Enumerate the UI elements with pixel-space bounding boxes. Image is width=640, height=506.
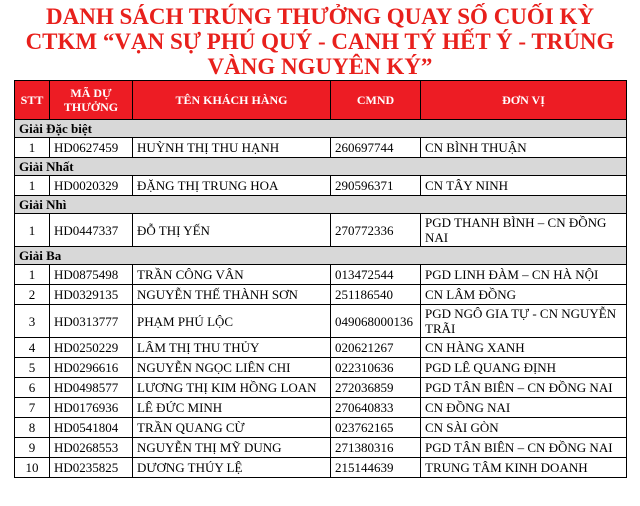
header-don-vi: ĐƠN VỊ — [421, 81, 627, 120]
cell-ma: HD0447337 — [50, 214, 133, 247]
table-row — [15, 285, 627, 305]
table-row — [15, 438, 627, 458]
cell-ma: HD0176936 — [50, 398, 133, 418]
header-ten-khach-hang: TÊN KHÁCH HÀNG — [133, 81, 331, 120]
cell-stt: 6 — [15, 378, 50, 398]
title-line-2: CTKM “VẠN SỰ PHÚ QUÝ - CANH TÝ HẾT Ý - TRÚNG — [25, 29, 615, 54]
table-row — [15, 358, 627, 378]
prize-group-label: Giải Đặc biệt — [15, 120, 627, 138]
cell-cmnd: 049068000136 — [331, 305, 421, 338]
cell-stt: 1 — [15, 176, 50, 196]
cell-ma: HD0235825 — [50, 458, 133, 478]
cell-don-vi: PGD TÂN BIÊN – CN ĐỒNG NAI — [421, 438, 627, 458]
cell-stt: 5 — [15, 358, 50, 378]
cell-cmnd: 270772336 — [331, 214, 421, 247]
cell-cmnd: 272036859 — [331, 378, 421, 398]
cell-cmnd: 020621267 — [331, 338, 421, 358]
table-header-row — [15, 81, 627, 120]
table-row — [15, 138, 627, 158]
cell-don-vi: PGD NGÔ GIA TỰ - CN NGUYỄN TRÃI — [421, 305, 627, 338]
cell-stt: 1 — [15, 265, 50, 285]
cell-stt: 10 — [15, 458, 50, 478]
cell-cmnd: 022310636 — [331, 358, 421, 378]
table-row — [15, 458, 627, 478]
header-ma-du-thuong: MÃ DỰ THƯỞNG — [50, 81, 133, 120]
cell-ma: HD0541804 — [50, 418, 133, 438]
prize-group-label: Giải Ba — [15, 247, 627, 265]
cell-cmnd: 215144639 — [331, 458, 421, 478]
cell-don-vi: CN TÂY NINH — [421, 176, 627, 196]
cell-don-vi: CN LÂM ĐỒNG — [421, 285, 627, 305]
cell-ma: HD0627459 — [50, 138, 133, 158]
cell-ten: TRẦN CÔNG VÂN — [133, 265, 331, 285]
cell-don-vi: PGD LÊ QUANG ĐỊNH — [421, 358, 627, 378]
cell-ten: ĐỖ THỊ YẾN — [133, 214, 331, 247]
header-stt: STT — [15, 81, 50, 120]
cell-ten: NGUYỄN THỊ MỸ DUNG — [133, 438, 331, 458]
prize-group-label: Giải Nhất — [15, 158, 627, 176]
cell-ma: HD0498577 — [50, 378, 133, 398]
cell-cmnd: 270640833 — [331, 398, 421, 418]
document-title — [0, 4, 640, 79]
table-row — [15, 265, 627, 285]
prize-group-row — [15, 247, 627, 265]
cell-ma: HD0875498 — [50, 265, 133, 285]
prize-group-row — [15, 120, 627, 138]
cell-stt: 7 — [15, 398, 50, 418]
table-row — [15, 378, 627, 398]
winners-table — [14, 80, 627, 478]
table-row — [15, 214, 627, 247]
cell-don-vi: TRUNG TÂM KINH DOANH — [421, 458, 627, 478]
cell-don-vi: PGD THANH BÌNH – CN ĐỒNG NAI — [421, 214, 627, 247]
cell-ma: HD0268553 — [50, 438, 133, 458]
cell-ten: ĐẶNG THỊ TRUNG HOA — [133, 176, 331, 196]
cell-ten: HUỲNH THỊ THU HẠNH — [133, 138, 331, 158]
cell-don-vi: CN ĐỒNG NAI — [421, 398, 627, 418]
title-line-1: DANH SÁCH TRÚNG THƯỞNG QUAY SỐ CUỐI KỲ — [45, 4, 595, 29]
table-row — [15, 338, 627, 358]
cell-stt: 1 — [15, 138, 50, 158]
prize-group-row — [15, 158, 627, 176]
cell-cmnd: 013472544 — [331, 265, 421, 285]
cell-stt: 1 — [15, 214, 50, 247]
cell-ten: LÊ ĐỨC MINH — [133, 398, 331, 418]
cell-ten: DƯƠNG THÚY LỆ — [133, 458, 331, 478]
cell-ma: HD0296616 — [50, 358, 133, 378]
cell-stt: 4 — [15, 338, 50, 358]
cell-cmnd: 023762165 — [331, 418, 421, 438]
cell-cmnd: 290596371 — [331, 176, 421, 196]
cell-stt: 9 — [15, 438, 50, 458]
cell-don-vi: CN SÀI GÒN — [421, 418, 627, 438]
cell-ten: LÂM THỊ THU THỦY — [133, 338, 331, 358]
prize-group-label: Giải Nhì — [15, 196, 627, 214]
cell-don-vi: CN BÌNH THUẬN — [421, 138, 627, 158]
table-row — [15, 305, 627, 338]
table-row — [15, 418, 627, 438]
cell-stt: 8 — [15, 418, 50, 438]
prize-group-row — [15, 196, 627, 214]
cell-ten: PHẠM PHÚ LỘC — [133, 305, 331, 338]
cell-ten: NGUYỄN NGỌC LIÊN CHI — [133, 358, 331, 378]
cell-ten: LƯƠNG THỊ KIM HỒNG LOAN — [133, 378, 331, 398]
cell-don-vi: PGD LINH ĐÀM – CN HÀ NỘI — [421, 265, 627, 285]
table-row — [15, 398, 627, 418]
cell-stt: 3 — [15, 305, 50, 338]
cell-ma: HD0313777 — [50, 305, 133, 338]
cell-cmnd: 260697744 — [331, 138, 421, 158]
cell-ten: TRẦN QUANG CỪ — [133, 418, 331, 438]
cell-cmnd: 251186540 — [331, 285, 421, 305]
cell-don-vi: CN HÀNG XANH — [421, 338, 627, 358]
header-cmnd: CMND — [331, 81, 421, 120]
cell-ma: HD0329135 — [50, 285, 133, 305]
cell-stt: 2 — [15, 285, 50, 305]
cell-cmnd: 271380316 — [331, 438, 421, 458]
cell-don-vi: PGD TÂN BIÊN – CN ĐỒNG NAI — [421, 378, 627, 398]
cell-ma: HD0250229 — [50, 338, 133, 358]
table-row — [15, 176, 627, 196]
title-line-3: VÀNG NGUYÊN KÝ” — [207, 54, 433, 79]
cell-ma: HD0020329 — [50, 176, 133, 196]
cell-ten: NGUYỄN THẾ THÀNH SƠN — [133, 285, 331, 305]
